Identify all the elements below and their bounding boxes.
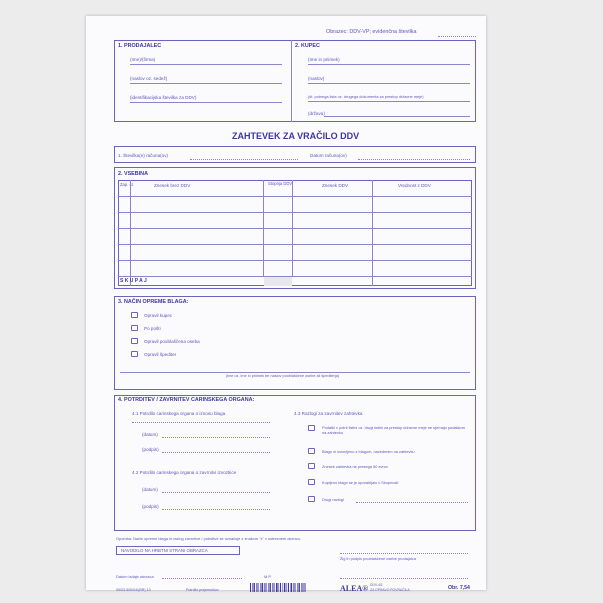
invoice-box bbox=[114, 146, 476, 163]
customs-header: 4. POTRDITEV / ZAVRNITEV CARINSKEGA ORGANA: bbox=[118, 397, 255, 403]
option-authorized-checkbox[interactable] bbox=[131, 338, 138, 344]
reason-goods-checkbox[interactable] bbox=[308, 448, 315, 454]
option-authorized-label: Opravil pooblaščena oseba bbox=[144, 339, 200, 344]
col-amount-excl: Znesek brez DDV bbox=[154, 183, 191, 188]
seller-vat-field[interactable]: (identifikacijska številka za DDV) bbox=[130, 95, 197, 100]
col-total: Vrednost z DDV bbox=[398, 183, 431, 188]
option-forwarder-checkbox[interactable] bbox=[131, 351, 138, 357]
total-row-label: S K U P A J bbox=[120, 278, 147, 284]
form-code: 09/03-500/04/(BR) 13 bbox=[116, 588, 151, 592]
seller-address-field[interactable]: (naslov oz. sedež) bbox=[130, 76, 168, 81]
seller-header: 1. PRODAJALEC bbox=[118, 43, 162, 49]
reason-mismatch-label: Podatki v potni listini oz. drugi listini za prestop državne meje ne ujemajo podatkom na zahtevku bbox=[322, 425, 465, 435]
customs-42-sign[interactable]: (podpis) bbox=[142, 504, 159, 509]
printed-label: Potrdilo prejemnikov bbox=[186, 588, 219, 592]
reason-amount-label: Znesek zahtevka ne presega 50 evrov bbox=[322, 464, 388, 469]
brand-logo: ALEA® bbox=[340, 584, 369, 593]
reason-used-checkbox[interactable] bbox=[308, 479, 315, 485]
option-post-checkbox[interactable] bbox=[131, 325, 138, 331]
col-zap: Zap. št. bbox=[120, 182, 134, 187]
barcode-image bbox=[250, 583, 306, 592]
mp-label: M.P. bbox=[264, 574, 272, 579]
form-id-label: Obrazec: DDV-VP; evidenčna številka bbox=[326, 29, 417, 35]
buyer-header: 2. KUPEC bbox=[295, 43, 320, 49]
reason-mismatch-checkbox[interactable] bbox=[308, 425, 315, 431]
reason-amount-checkbox[interactable] bbox=[308, 463, 315, 469]
option-buyer-checkbox[interactable] bbox=[131, 312, 138, 318]
form-id-line bbox=[438, 36, 476, 37]
buyer-address-field[interactable]: (naslov) bbox=[308, 76, 325, 81]
option-post-label: Po pošti bbox=[144, 326, 161, 331]
inspection-note: (ime oz. ime in priimek ter naslov pooblaščene osebe ali špediterja) bbox=[226, 374, 340, 378]
option-buyer-label: Opravil kupec bbox=[144, 313, 173, 318]
customs-41-date[interactable]: (datum) bbox=[142, 432, 158, 437]
customs-42-date[interactable]: (datum) bbox=[142, 487, 158, 492]
issue-date-label: Datum izdaje obrazca bbox=[116, 574, 154, 579]
reason-used-label: Kupljeno blago se je uporabljalo v Skupnosti bbox=[322, 480, 399, 485]
brand-sub2: ZA OPRAVO POVRAČILA bbox=[370, 588, 410, 592]
brand-sub1: DDV-4/1 bbox=[370, 583, 383, 587]
seller-buyer-box bbox=[114, 40, 476, 122]
customs-41-sign[interactable]: (podpis) bbox=[142, 447, 159, 452]
back-instructions-label: NAVODILO NA HRBTNI STRANI OBRAZCA bbox=[121, 548, 208, 553]
customs-41-title: 4.1 Potrdilo carinskega organa o iznosu blaga bbox=[132, 411, 226, 416]
reason-other-label: Drugi razlogi bbox=[322, 497, 344, 502]
contents-header: 2. VSEBINA bbox=[118, 171, 148, 177]
option-forwarder-label: Opravil špediter bbox=[144, 352, 177, 357]
form-sheet bbox=[86, 16, 486, 593]
back-instructions-button[interactable] bbox=[116, 546, 240, 555]
customs-42-title: 4.2 Potrdilo carinskega organa o zavrnitvi izvoztiice bbox=[132, 470, 237, 475]
form-title: ZAHTEVEK ZA VRAČILO DDV bbox=[232, 131, 360, 141]
reason-other-checkbox[interactable] bbox=[308, 496, 315, 502]
stamp-note: Žig in podpis pooblaščene osebe prodajalca bbox=[340, 556, 416, 561]
footer-note: Opomba: Način opreme blaga in razlog zavrnitve / potrditve se označuje z znakom "x" v ustreznem okencu. bbox=[116, 536, 301, 541]
reason-goods-label: Blago ni iznovljeno z blagom, navedenim na zahtevku bbox=[322, 449, 415, 454]
invoice-number-field[interactable]: 1. Številka(e) računa(ov) bbox=[118, 153, 169, 158]
inspection-header: 3. NAČIN OPREME BLAGA: bbox=[118, 299, 189, 305]
seller-name-field[interactable]: (Ime)/(firma) bbox=[130, 57, 156, 62]
invoice-date-field[interactable]: Datum računa(ov) bbox=[310, 153, 347, 158]
buyer-passport-field[interactable]: (št. potnega lista oz. drugega dokumenta za prestop državne meje) bbox=[308, 94, 424, 99]
form-number: Obr. 7,54 bbox=[448, 585, 470, 591]
buyer-country-field[interactable]: (država) bbox=[308, 111, 325, 116]
col-vat: Znesek DDV bbox=[322, 183, 349, 188]
customs-43-title: 4.3 Razlogi za zavrnitev zahtevka bbox=[294, 411, 363, 416]
buyer-name-field[interactable]: (Ime in priimek) bbox=[308, 57, 340, 62]
col-rate: Stopnja DDV bbox=[268, 181, 293, 186]
